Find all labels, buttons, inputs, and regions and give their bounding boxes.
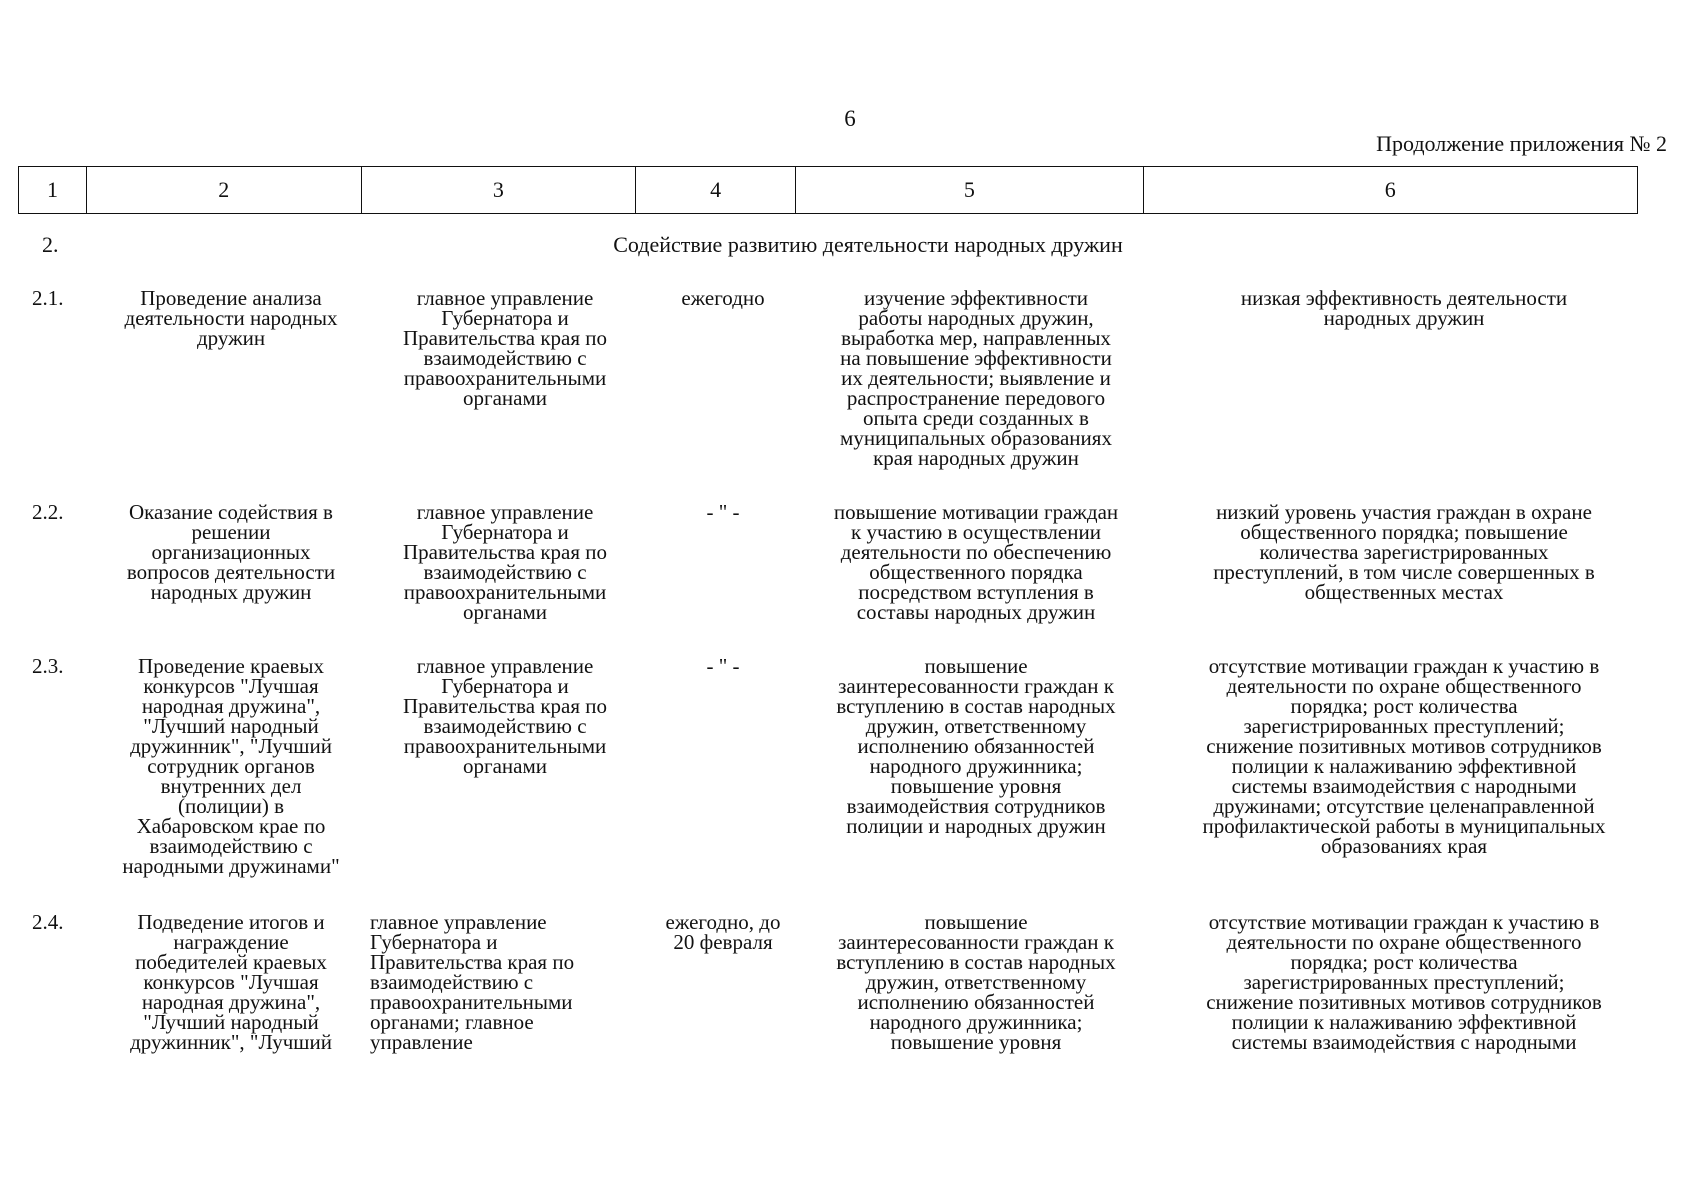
cell-text-line: снижение позитивных мотивов сотрудников bbox=[1206, 734, 1602, 758]
cell-text-line: распространение передового bbox=[846, 386, 1106, 410]
cell-text-line: количества зарегистрированных bbox=[1259, 540, 1549, 564]
cell-text-line: дружинник", "Лучший bbox=[130, 1030, 332, 1054]
executor bbox=[370, 288, 640, 408]
cell-text-line: дружин, ответственному bbox=[865, 714, 1087, 738]
consequences bbox=[1166, 502, 1642, 602]
cell-text-line: отсутствие мотивации граждан к участию в bbox=[1208, 910, 1600, 934]
cell-text-line: правоохранительными bbox=[403, 734, 607, 758]
cell-text-line: работы народных дружин, bbox=[858, 306, 1094, 330]
header-col-1: 1 bbox=[19, 167, 87, 213]
cell-text-line: Правительства края по bbox=[402, 540, 608, 564]
cell-text-line: главное управление bbox=[416, 500, 594, 524]
cell-text-line: к участию в осуществлении bbox=[851, 520, 1101, 544]
cell-text-line: полиции к налаживанию эффективной bbox=[1231, 1010, 1577, 1034]
cell-text-line: деятельности по обеспечению bbox=[840, 540, 1112, 564]
cell-text-line: порядка; рост количества bbox=[1290, 694, 1518, 718]
cell-text-line: взаимодействия сотрудников bbox=[846, 794, 1106, 818]
cell-text-line: деятельности по охране общественного bbox=[1226, 674, 1582, 698]
executor bbox=[370, 656, 640, 776]
deadline bbox=[648, 656, 798, 676]
cell-text-line: дружинами; отсутствие целенаправленной bbox=[1213, 794, 1595, 818]
executor bbox=[370, 912, 640, 1052]
cell-text-line: органами; главное bbox=[370, 1010, 534, 1034]
cell-text-line: исполнению обязанностей bbox=[857, 990, 1095, 1014]
cell-text-line: правоохранительными bbox=[403, 580, 607, 604]
cell-text-line: повышение мотивации граждан bbox=[833, 500, 1119, 524]
cell-text-line: полиции и народных дружин bbox=[846, 814, 1106, 838]
cell-text-line: их деятельности; выявление и bbox=[841, 366, 1111, 390]
cell-text-line: системы взаимодействия с народными bbox=[1231, 1030, 1577, 1054]
cell-text-line: зарегистрированных преступлений; bbox=[1243, 714, 1565, 738]
cell-text-line: взаимодействию с bbox=[423, 714, 587, 738]
cell-text-line: общественных местах bbox=[1304, 580, 1504, 604]
cell-text-line: низкая эффективность деятельности bbox=[1240, 286, 1568, 310]
cell-text-line: "Лучший народный bbox=[143, 1010, 319, 1034]
deadline bbox=[648, 288, 798, 308]
cell-text-line: главное управление bbox=[370, 910, 547, 934]
cell-text-line: дружин, ответственному bbox=[865, 970, 1087, 994]
cell-text-line: народного дружинника; bbox=[869, 754, 1083, 778]
cell-text-line: заинтересованности граждан к bbox=[838, 674, 1114, 698]
row-number: 2.2. bbox=[32, 500, 64, 524]
cell-text-line: дружин bbox=[196, 326, 266, 350]
cell-text-line: на повышение эффективности bbox=[840, 346, 1112, 370]
cell-text-line: общественного порядка bbox=[869, 560, 1083, 584]
cell-text-line: Губернатора и bbox=[441, 306, 569, 330]
cell-text-line: повышение bbox=[924, 654, 1028, 678]
cell-text-line: ежегодно, до bbox=[665, 910, 781, 934]
cell-text-line: повышение bbox=[924, 910, 1028, 934]
cell-text-line: заинтересованности граждан к bbox=[838, 930, 1114, 954]
measure-name bbox=[96, 912, 366, 1052]
header-col-3: 3 bbox=[362, 167, 637, 213]
cell-text-line: муниципальных образованиях bbox=[840, 426, 1112, 450]
cell-text-line: деятельности по охране общественного bbox=[1226, 930, 1582, 954]
cell-text-line: сотрудник органов bbox=[147, 754, 315, 778]
appendix-note: Продолжение приложения № 2 bbox=[1376, 131, 1667, 156]
cell-text-line: низкий уровень участия граждан в охране bbox=[1216, 500, 1592, 524]
cell-text-line: взаимодействию с bbox=[370, 970, 534, 994]
cell-text-line: конкурсов "Лучшая bbox=[143, 674, 319, 698]
cell-text-line: главное управление bbox=[416, 654, 594, 678]
cell-text-line: Оказание содействия в bbox=[129, 500, 333, 524]
header-col-6: 6 bbox=[1384, 177, 1396, 202]
cell-text-line: выработка мер, направленных bbox=[841, 326, 1111, 350]
cell-text-line: взаимодействию с bbox=[423, 560, 587, 584]
cell-text-line: главное управление bbox=[416, 286, 594, 310]
cell-text-line: Губернатора и bbox=[441, 520, 569, 544]
cell-text-line: правоохранительными bbox=[370, 990, 573, 1014]
cell-text-line: правоохранительными bbox=[403, 366, 607, 390]
cell-text-line: конкурсов "Лучшая bbox=[143, 970, 319, 994]
expected-result bbox=[804, 502, 1148, 622]
cell-text-line: вступлению в состав народных bbox=[836, 694, 1116, 718]
cell-text-line: народных дружин bbox=[1323, 306, 1485, 330]
cell-text-line: образованиях края bbox=[1320, 834, 1488, 858]
cell-text-line: изучение эффективности bbox=[863, 286, 1089, 310]
measure-name bbox=[96, 502, 366, 602]
cell-text-line: Правительства края по bbox=[370, 950, 575, 974]
cell-text-line: системы взаимодействия с народными bbox=[1231, 774, 1577, 798]
cell-text-line: органами bbox=[462, 600, 548, 624]
cell-text-line: Правительства края по bbox=[402, 694, 608, 718]
cell-text-line: снижение позитивных мотивов сотрудников bbox=[1206, 990, 1602, 1014]
cell-text-line: взаимодействию с bbox=[149, 834, 313, 858]
row-number: 2.4. bbox=[32, 910, 64, 934]
measure-name bbox=[96, 656, 366, 876]
cell-text-line: народного дружинника; bbox=[869, 1010, 1083, 1034]
cell-text-line: награждение bbox=[173, 930, 289, 954]
consequences bbox=[1166, 912, 1642, 1052]
cell-text-line: отсутствие мотивации граждан к участию в bbox=[1208, 654, 1600, 678]
cell-text-line: народных дружин bbox=[150, 580, 312, 604]
expected-result bbox=[804, 288, 1148, 468]
cell-text-line: Проведение анализа bbox=[140, 286, 322, 310]
cell-text-line: полиции к налаживанию эффективной bbox=[1231, 754, 1577, 778]
cell-text-line: повышение уровня bbox=[890, 774, 1062, 798]
cell-text-line: исполнению обязанностей bbox=[857, 734, 1095, 758]
cell-text-line: - " - bbox=[706, 500, 740, 524]
cell-text-line: ежегодно bbox=[681, 286, 765, 310]
cell-text-line: профилактической работы в муниципальных bbox=[1202, 814, 1606, 838]
cell-text-line: Губернатора и bbox=[441, 674, 569, 698]
cell-text-line: повышение уровня bbox=[890, 1030, 1062, 1054]
cell-text-line: органами bbox=[462, 754, 548, 778]
cell-text-line: Проведение краевых bbox=[138, 654, 324, 678]
cell-text-line: 20 февраля bbox=[673, 930, 773, 954]
row-number: 2.3. bbox=[32, 654, 64, 678]
section-number: 2. bbox=[42, 232, 59, 257]
cell-text-line: вопросов деятельности bbox=[126, 560, 336, 584]
cell-text-line: деятельности народных bbox=[124, 306, 338, 330]
cell-text-line: победителей краевых bbox=[135, 950, 327, 974]
cell-text-line: управление bbox=[370, 1030, 473, 1054]
consequences bbox=[1166, 288, 1642, 328]
header-col-4: 4 bbox=[636, 167, 796, 213]
cell-text-line: порядка; рост количества bbox=[1290, 950, 1518, 974]
page-number: 6 bbox=[844, 106, 856, 131]
row-number: 2.1. bbox=[32, 286, 64, 310]
cell-text-line: посредством вступления в bbox=[858, 580, 1094, 604]
cell-text-line: организационных bbox=[151, 540, 311, 564]
cell-text-line: опыта среди созданных в bbox=[863, 406, 1089, 430]
cell-text-line: Правительства края по bbox=[402, 326, 608, 350]
deadline bbox=[648, 502, 798, 522]
cell-text-line: органами bbox=[462, 386, 548, 410]
cell-text-line: Губернатора и bbox=[370, 930, 498, 954]
cell-text-line: (полиции) в bbox=[177, 794, 285, 818]
cell-text-line: составы народных дружин bbox=[856, 600, 1096, 624]
cell-text-line: зарегистрированных преступлений; bbox=[1243, 970, 1565, 994]
cell-text-line: народная дружина", bbox=[141, 694, 321, 718]
table-header-row bbox=[18, 166, 1638, 214]
cell-text-line: Подведение итогов и bbox=[137, 910, 325, 934]
header-col-5: 5 bbox=[796, 167, 1144, 213]
cell-text-line: вступлению в состав народных bbox=[836, 950, 1116, 974]
executor bbox=[370, 502, 640, 622]
cell-text-line: "Лучший народный bbox=[143, 714, 319, 738]
expected-result bbox=[804, 656, 1148, 836]
consequences bbox=[1166, 656, 1642, 856]
cell-text-line: преступлений, в том числе совершенных в bbox=[1213, 560, 1595, 584]
cell-text-line: - " - bbox=[706, 654, 740, 678]
cell-text-line: решении bbox=[191, 520, 271, 544]
deadline bbox=[648, 912, 798, 952]
expected-result bbox=[804, 912, 1148, 1052]
cell-text-line: Хабаровском крае по bbox=[136, 814, 326, 838]
measure-name bbox=[96, 288, 366, 348]
section-title: Содействие развитию деятельности народных дружин bbox=[613, 232, 1123, 257]
cell-text-line: края народных дружин bbox=[873, 446, 1079, 470]
cell-text-line: дружинник", "Лучший bbox=[130, 734, 332, 758]
cell-text-line: внутренних дел bbox=[160, 774, 302, 798]
cell-text-line: взаимодействию с bbox=[423, 346, 587, 370]
cell-text-line: народная дружина", bbox=[141, 990, 321, 1014]
cell-text-line: народными дружинами" bbox=[122, 854, 340, 878]
header-col-2: 2 bbox=[87, 167, 362, 213]
cell-text-line: общественного порядка; повышение bbox=[1240, 520, 1568, 544]
